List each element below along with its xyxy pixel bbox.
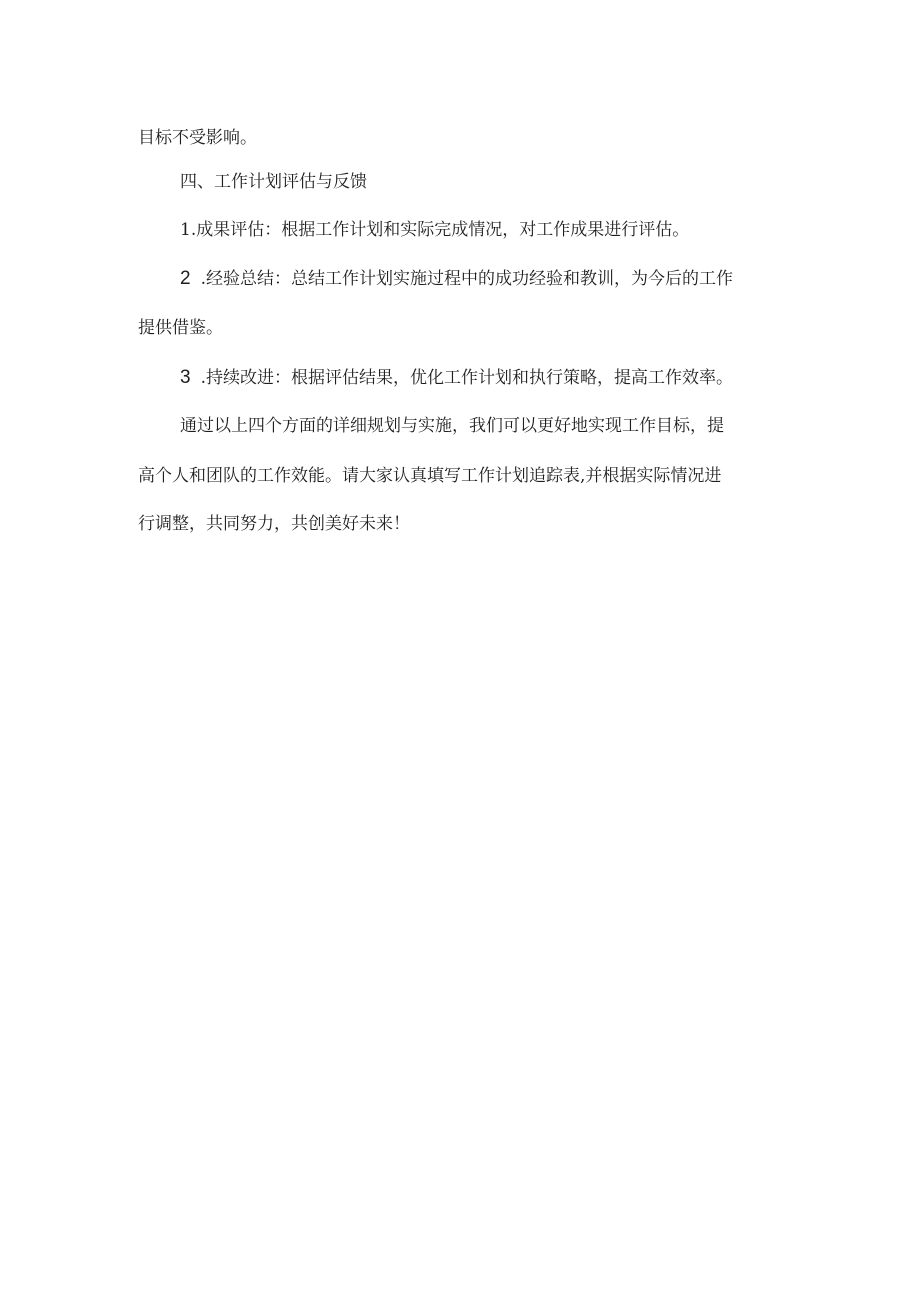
paragraph-line <box>180 416 724 436</box>
text-line <box>138 318 223 338</box>
line-text: 目标不受影响。 <box>138 128 257 148</box>
paragraph-line <box>138 514 410 534</box>
line-text: 提供借鉴。 <box>138 318 223 338</box>
list-item-3 <box>180 368 733 388</box>
paragraph-line <box>138 466 721 486</box>
list-number: 2 <box>180 268 191 289</box>
heading-text: 四、工作计划评估与反馈 <box>180 172 367 192</box>
list-item-1 <box>180 220 689 240</box>
text-line <box>138 128 257 148</box>
line-text: 高个人和团队的工作效能。请大家认真填写工作计划追踪表,并根据实际情况进 <box>138 466 722 486</box>
line-text: 通过以上四个方面的详细规划与实施，我们可以更好地实现工作目标，提 <box>180 416 724 436</box>
list-item-2 <box>180 269 733 289</box>
line-text: 行调整，共同努力，共创美好未来！ <box>138 514 410 534</box>
list-item-text: 1.成果评估：根据工作计划和实际完成情况，对工作成果进行评估。 <box>180 220 690 240</box>
list-item-text: .持续改进：根据评估结果，优化工作计划和执行策略，提高工作效率。 <box>200 368 733 388</box>
list-item-text: .经验总结：总结工作计划实施过程中的成功经验和教训，为今后的工作 <box>200 269 733 289</box>
list-number: 3 <box>180 367 191 388</box>
section-heading <box>180 172 367 192</box>
